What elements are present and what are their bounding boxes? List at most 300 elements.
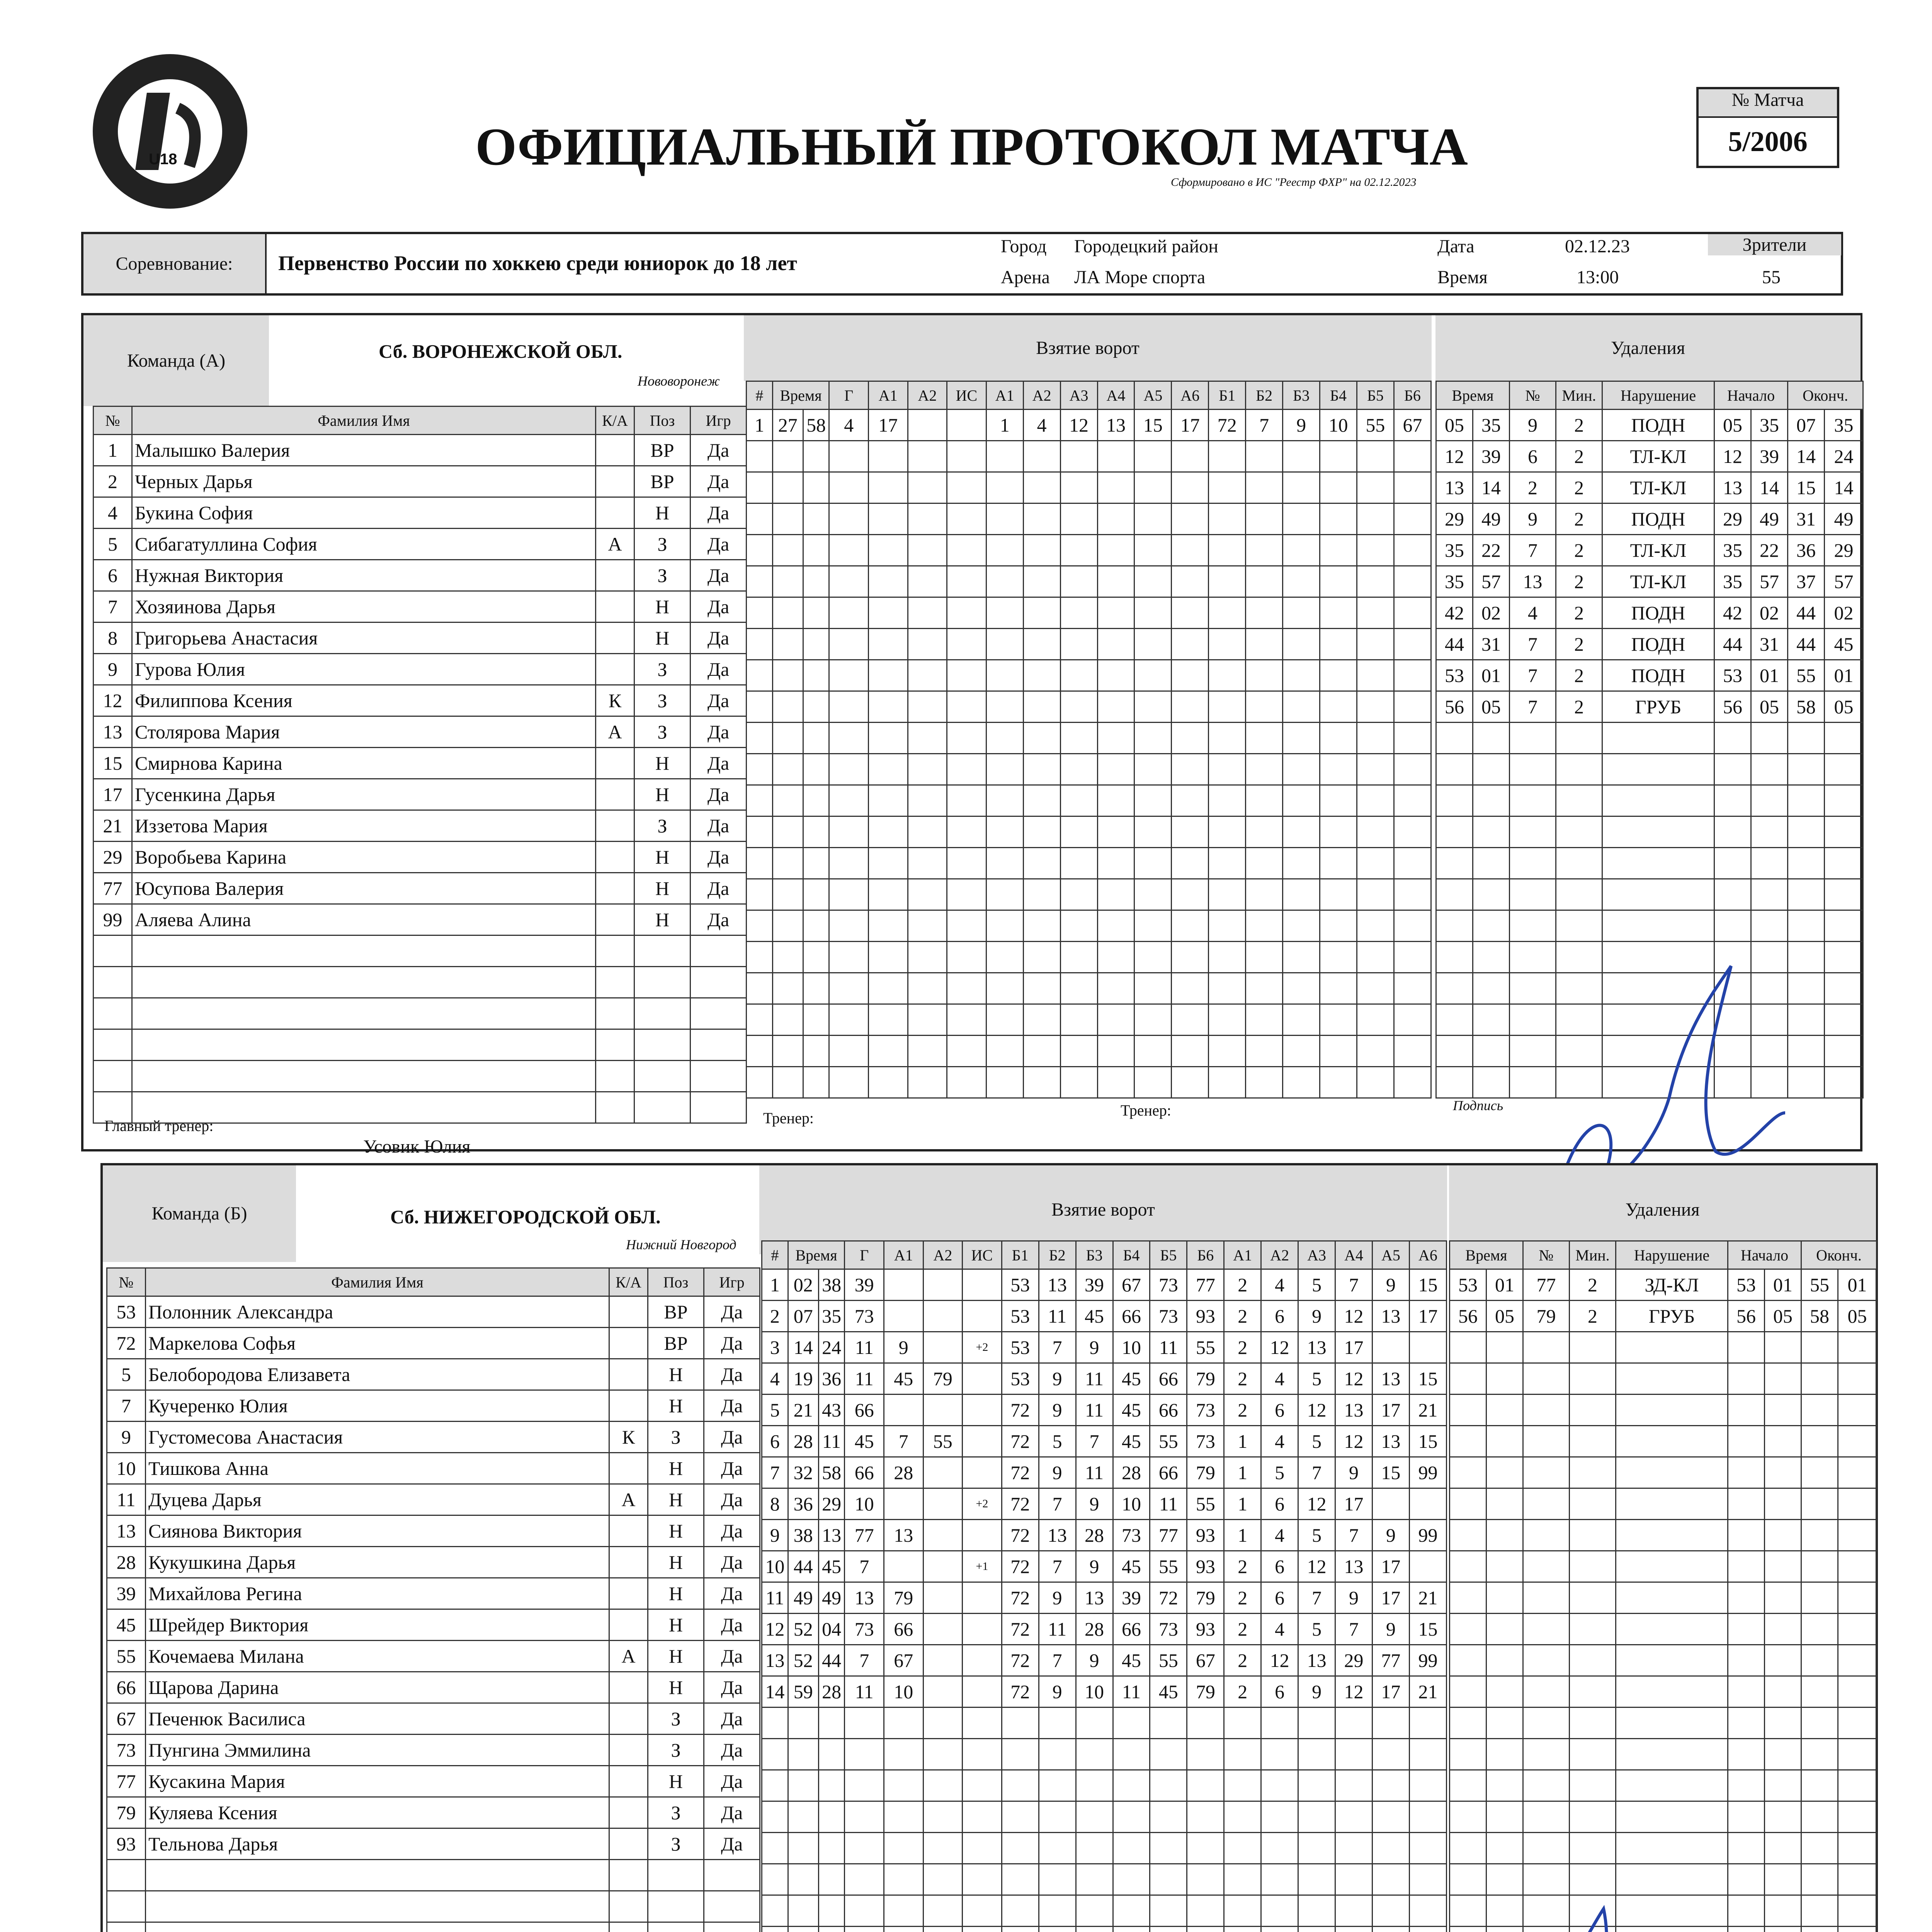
goal-cell <box>1409 1739 1446 1770</box>
penalty-cell <box>1765 1582 1801 1614</box>
goal-cell <box>1224 1895 1261 1927</box>
penalty-cell: 14 <box>1788 441 1825 472</box>
goal-cell: 12 <box>1298 1488 1335 1520</box>
goal-cell: 53 <box>1002 1363 1039 1395</box>
goal-cell <box>908 472 947 503</box>
goal-cell: 11 <box>845 1676 884 1708</box>
team-b-goals <box>761 1240 1447 1932</box>
player-row <box>107 1641 760 1672</box>
penalty-cell: 42 <box>1436 597 1473 629</box>
goal-cell <box>1113 1708 1150 1739</box>
penalty-cell <box>1801 1927 1838 1932</box>
goal-cell: 36 <box>818 1363 845 1395</box>
penalty-cell <box>1450 1895 1486 1927</box>
goal-cell <box>869 535 908 566</box>
goal-cell <box>963 1395 1002 1426</box>
penalty-row <box>1450 1582 1877 1614</box>
player-cell: З <box>634 716 690 748</box>
goal-cell <box>1023 629 1060 660</box>
column-header: А2 <box>908 381 947 410</box>
goal-cell <box>1283 1036 1320 1067</box>
goal-cell: 4 <box>762 1363 788 1395</box>
goal-cell <box>1261 1927 1298 1932</box>
penalty-cell: 05 <box>1765 1301 1801 1332</box>
goal-cell <box>747 973 773 1004</box>
penalty-cell: 01 <box>1751 660 1788 691</box>
player-cell: ВР <box>634 435 690 466</box>
column-header: Фамилия Имя <box>146 1268 609 1296</box>
goal-cell <box>1113 1895 1150 1927</box>
player-cell <box>609 1609 648 1641</box>
goal-cell <box>923 1739 963 1770</box>
goal-row <box>762 1833 1447 1864</box>
column-header: Б3 <box>1076 1241 1113 1269</box>
player-cell: Да <box>704 1422 760 1453</box>
goal-cell: 7 <box>1039 1551 1076 1582</box>
column-header: ИС <box>963 1241 1002 1269</box>
penalty-cell: 7 <box>1510 691 1556 723</box>
goal-cell: 13 <box>818 1520 845 1551</box>
goal-cell <box>963 1739 1002 1770</box>
penalty-cell <box>1838 1927 1877 1932</box>
team-a-name: Сб. ВОРОНЕЖСКОЙ ОБЛ. <box>379 340 622 362</box>
player-row <box>107 1828 760 1860</box>
goal-cell <box>869 660 908 691</box>
player-cell: Михайлова Регина <box>146 1578 609 1609</box>
goal-cell <box>1209 754 1246 785</box>
goal-cell: 4 <box>1261 1426 1298 1457</box>
penalty-cell <box>1570 1614 1616 1645</box>
goal-cell <box>845 1739 884 1770</box>
goal-cell: 17 <box>1372 1395 1409 1426</box>
player-cell: 29 <box>94 842 132 873</box>
player-cell: Да <box>690 716 747 748</box>
penalty-cell: 56 <box>1436 691 1473 723</box>
goal-cell: 5 <box>1298 1614 1335 1645</box>
penalty-cell <box>1788 1067 1825 1098</box>
goal-cell: 32 <box>788 1457 818 1488</box>
player-cell: Дуцева Дарья <box>146 1484 609 1515</box>
goal-cell <box>762 1833 788 1864</box>
goal-cell: 2 <box>1224 1301 1261 1332</box>
goal-cell: 9 <box>1372 1269 1409 1301</box>
penalty-cell <box>1838 1895 1877 1927</box>
goal-cell <box>986 973 1023 1004</box>
goal-cell <box>772 910 803 942</box>
player-cell: Да <box>690 685 747 716</box>
penalty-cell: 12 <box>1714 441 1751 472</box>
goal-cell <box>1283 723 1320 754</box>
penalty-cell <box>1825 1004 1863 1036</box>
penalty-cell <box>1801 1426 1838 1457</box>
goal-cell: 49 <box>788 1582 818 1614</box>
goal-cell <box>947 1004 986 1036</box>
goal-cell <box>803 754 829 785</box>
goal-cell: 72 <box>1002 1676 1039 1708</box>
goal-cell <box>1209 472 1246 503</box>
penalty-cell <box>1728 1895 1765 1927</box>
goal-cell: 13 <box>1039 1269 1076 1301</box>
penalty-cell: 53 <box>1436 660 1473 691</box>
penalty-cell <box>1728 1520 1765 1551</box>
goal-cell: 53 <box>1002 1269 1039 1301</box>
goal-cell <box>747 597 773 629</box>
goal-cell <box>1394 879 1431 910</box>
penalty-cell <box>1473 879 1510 910</box>
goal-cell <box>1394 535 1431 566</box>
penalty-cell <box>1728 1708 1765 1739</box>
goal-cell <box>963 1363 1002 1395</box>
player-cell <box>690 1029 747 1061</box>
player-cell: З <box>634 654 690 685</box>
goal-cell <box>1187 1739 1224 1770</box>
goal-cell <box>869 754 908 785</box>
goal-cell <box>1172 785 1209 816</box>
goal-cell <box>1372 1833 1409 1864</box>
penalty-cell <box>1450 1927 1486 1932</box>
penalty-cell: 01 <box>1765 1269 1801 1301</box>
goal-cell <box>772 848 803 879</box>
goal-cell: 21 <box>1409 1676 1446 1708</box>
goal-cell <box>818 1801 845 1833</box>
goal-cell <box>829 785 869 816</box>
goal-cell: 43 <box>818 1395 845 1426</box>
goal-cell <box>1283 973 1320 1004</box>
goal-cell <box>1335 1833 1372 1864</box>
goal-cell <box>1209 848 1246 879</box>
goal-cell: 6 <box>1261 1488 1298 1520</box>
goal-cell <box>1150 1801 1187 1833</box>
goal-cell: 1 <box>1224 1520 1261 1551</box>
penalty-cell <box>1436 879 1473 910</box>
goal-cell: 11 <box>1039 1301 1076 1332</box>
penalty-cell: 22 <box>1751 535 1788 566</box>
goal-cell <box>923 1770 963 1801</box>
player-row <box>107 1609 760 1641</box>
goal-cell <box>829 535 869 566</box>
goal-cell <box>1023 1004 1060 1036</box>
penalty-cell <box>1486 1551 1523 1582</box>
goal-cell <box>1113 1864 1150 1895</box>
goal-cell <box>1335 1708 1372 1739</box>
goal-cell <box>884 1708 923 1739</box>
goal-cell <box>747 441 773 472</box>
goal-row <box>762 1520 1447 1551</box>
penalty-cell <box>1602 785 1714 816</box>
penalty-cell <box>1436 785 1473 816</box>
penalty-cell <box>1838 1551 1877 1582</box>
goal-cell <box>1060 816 1097 848</box>
penalty-cell: 53 <box>1728 1269 1765 1301</box>
player-cell <box>609 1766 648 1797</box>
goal-cell: 28 <box>1076 1614 1113 1645</box>
column-header: Время <box>1450 1241 1523 1269</box>
player-cell: Н <box>634 622 690 654</box>
goal-cell <box>845 1927 884 1932</box>
penalty-cell: 39 <box>1473 441 1510 472</box>
goal-cell: 44 <box>788 1551 818 1582</box>
player-row <box>107 1547 760 1578</box>
goal-cell <box>1134 597 1172 629</box>
column-header: А1 <box>884 1241 923 1269</box>
goal-cell: 67 <box>1187 1645 1224 1676</box>
goal-row <box>762 1614 1447 1645</box>
goal-cell <box>1023 785 1060 816</box>
player-row <box>94 685 747 716</box>
penalty-cell: 56 <box>1714 691 1751 723</box>
goal-cell: 52 <box>788 1614 818 1645</box>
player-cell: З <box>648 1828 704 1860</box>
penalty-cell <box>1486 1739 1523 1770</box>
player-row <box>94 497 747 529</box>
goal-cell <box>869 848 908 879</box>
goal-cell <box>803 785 829 816</box>
goal-cell: 72 <box>1150 1582 1187 1614</box>
goal-cell <box>1002 1927 1039 1932</box>
player-row <box>94 591 747 622</box>
goal-cell <box>1246 566 1283 597</box>
penalty-cell: ПОДН <box>1602 410 1714 441</box>
goal-cell <box>1172 723 1209 754</box>
goal-cell: 14 <box>788 1332 818 1363</box>
goal-cell <box>1320 816 1357 848</box>
goal-cell: 28 <box>788 1426 818 1457</box>
goal-cell <box>845 1708 884 1739</box>
goal-row <box>762 1332 1447 1363</box>
goal-cell <box>1076 1801 1113 1833</box>
goal-cell <box>1409 1927 1446 1932</box>
penalty-cell <box>1825 754 1863 785</box>
goal-cell <box>829 1067 869 1098</box>
goal-cell <box>869 785 908 816</box>
goal-cell <box>803 879 829 910</box>
column-header: # <box>747 381 773 410</box>
goal-cell: 28 <box>1076 1520 1113 1551</box>
goal-cell <box>1283 848 1320 879</box>
goal-cell <box>1134 1004 1172 1036</box>
goal-cell <box>772 441 803 472</box>
penalty-cell <box>1510 973 1556 1004</box>
penalty-cell: 07 <box>1788 410 1825 441</box>
goal-cell <box>772 597 803 629</box>
penalty-row <box>1436 879 1863 910</box>
goal-cell: 9 <box>1298 1301 1335 1332</box>
penalty-cell: 44 <box>1788 629 1825 660</box>
league-logo <box>89 50 251 213</box>
goal-cell <box>1172 1036 1209 1067</box>
goal-cell: 72 <box>1002 1426 1039 1457</box>
penalty-cell: 49 <box>1473 503 1510 535</box>
penalty-cell <box>1523 1645 1570 1676</box>
goal-cell: 7 <box>1335 1614 1372 1645</box>
penalty-row <box>1450 1708 1877 1739</box>
goal-cell <box>1187 1801 1224 1833</box>
goal-cell <box>1394 848 1431 879</box>
penalty-cell <box>1556 816 1602 848</box>
goal-cell <box>747 942 773 973</box>
goal-cell <box>772 973 803 1004</box>
goal-cell <box>1320 441 1357 472</box>
player-cell: Да <box>704 1672 760 1703</box>
goal-cell <box>1357 535 1394 566</box>
goal-cell <box>963 1864 1002 1895</box>
player-cell <box>596 904 634 935</box>
goal-cell <box>1357 848 1394 879</box>
goal-cell <box>908 1067 947 1098</box>
goal-cell <box>1283 879 1320 910</box>
column-header: Б5 <box>1357 381 1394 410</box>
goal-row <box>762 1395 1447 1426</box>
penalty-row <box>1450 1301 1877 1332</box>
penalty-row <box>1450 1332 1877 1363</box>
player-cell <box>596 466 634 497</box>
penalty-cell <box>1838 1801 1877 1833</box>
goal-cell: 35 <box>818 1301 845 1332</box>
player-cell: З <box>634 560 690 591</box>
goal-cell: 9 <box>1335 1457 1372 1488</box>
goal-cell: 99 <box>1409 1457 1446 1488</box>
goal-cell <box>1372 1332 1409 1363</box>
goal-cell: 77 <box>1150 1520 1187 1551</box>
player-cell: Н <box>634 904 690 935</box>
goal-cell: 7 <box>1246 410 1283 441</box>
goal-cell <box>747 723 773 754</box>
player-cell <box>107 1922 146 1932</box>
player-cell <box>609 1296 648 1328</box>
penalty-cell <box>1616 1426 1728 1457</box>
penalty-cell <box>1616 1488 1728 1520</box>
penalty-cell: 02 <box>1825 597 1863 629</box>
goal-cell <box>747 472 773 503</box>
penalty-cell <box>1728 1864 1765 1895</box>
goal-cell: 13 <box>884 1520 923 1551</box>
penalty-cell <box>1602 848 1714 879</box>
penalty-cell <box>1838 1676 1877 1708</box>
goal-cell <box>1060 597 1097 629</box>
goal-cell <box>829 879 869 910</box>
goal-cell: 9 <box>884 1332 923 1363</box>
goal-cell <box>1357 441 1394 472</box>
goal-cell <box>923 1676 963 1708</box>
penalty-cell <box>1570 1332 1616 1363</box>
penalty-cell: 7 <box>1510 535 1556 566</box>
goal-cell: 49 <box>818 1582 845 1614</box>
goal-cell <box>1097 1036 1134 1067</box>
goal-cell <box>772 1004 803 1036</box>
goal-cell: 39 <box>845 1269 884 1301</box>
player-cell: 53 <box>107 1296 146 1328</box>
goal-cell <box>762 1895 788 1927</box>
goal-cell <box>1002 1739 1039 1770</box>
goal-cell <box>1209 660 1246 691</box>
goal-cell <box>1246 441 1283 472</box>
goal-cell <box>1209 597 1246 629</box>
goal-cell: 13 <box>1097 410 1134 441</box>
penalty-cell <box>1838 1582 1877 1614</box>
goal-row <box>747 1067 1431 1098</box>
goal-cell <box>1394 503 1431 535</box>
goal-cell <box>772 472 803 503</box>
goal-cell: 45 <box>1113 1395 1150 1426</box>
penalty-cell: 14 <box>1751 472 1788 503</box>
goal-cell <box>1187 1895 1224 1927</box>
player-cell: Хозяинова Дарья <box>132 591 596 622</box>
goal-cell <box>869 723 908 754</box>
header-row <box>762 1241 1447 1269</box>
goal-cell <box>1261 1801 1298 1833</box>
goal-cell <box>1283 535 1320 566</box>
penalty-cell <box>1473 910 1510 942</box>
penalty-cell: 2 <box>1556 597 1602 629</box>
goal-cell <box>1394 973 1431 1004</box>
goal-cell: 9 <box>1283 410 1320 441</box>
penalty-cell <box>1788 723 1825 754</box>
goal-cell <box>1076 1895 1113 1927</box>
penalty-cell: 79 <box>1523 1301 1570 1332</box>
goal-cell: 1 <box>1224 1457 1261 1488</box>
player-cell <box>596 560 634 591</box>
player-row <box>107 1515 760 1547</box>
penalty-row <box>1450 1363 1877 1395</box>
penalty-cell <box>1616 1770 1728 1801</box>
goal-cell <box>1394 472 1431 503</box>
goal-cell: 5 <box>1298 1269 1335 1301</box>
goal-cell <box>829 597 869 629</box>
goal-cell: 5 <box>1298 1363 1335 1395</box>
penalty-cell <box>1523 1457 1570 1488</box>
goal-cell <box>1335 1927 1372 1932</box>
goal-cell <box>845 1895 884 1927</box>
goal-cell <box>1298 1864 1335 1895</box>
penalty-cell <box>1728 1395 1765 1426</box>
goal-row <box>762 1676 1447 1708</box>
penalty-row <box>1436 535 1863 566</box>
goal-cell <box>762 1801 788 1833</box>
goal-cell <box>1150 1708 1187 1739</box>
player-cell: А <box>596 716 634 748</box>
player-row <box>107 1703 760 1735</box>
goal-cell <box>1039 1739 1076 1770</box>
goal-cell <box>1394 785 1431 816</box>
penalty-cell: 36 <box>1788 535 1825 566</box>
goal-cell <box>747 503 773 535</box>
goal-cell <box>1060 785 1097 816</box>
goal-row <box>747 597 1431 629</box>
player-cell: Н <box>634 779 690 810</box>
penalty-row <box>1450 1801 1877 1833</box>
penalty-cell <box>1788 973 1825 1004</box>
penalty-cell: ТЛ-КЛ <box>1602 535 1714 566</box>
penalty-cell <box>1728 1614 1765 1645</box>
player-cell <box>94 935 132 967</box>
goal-cell <box>1246 535 1283 566</box>
goal-cell <box>1097 723 1134 754</box>
goal-cell <box>747 910 773 942</box>
penalty-cell <box>1510 848 1556 879</box>
goal-cell: 12 <box>1298 1395 1335 1426</box>
column-header: А2 <box>923 1241 963 1269</box>
goal-cell: 79 <box>1187 1363 1224 1395</box>
goal-cell <box>1134 1067 1172 1098</box>
goal-cell <box>1039 1770 1076 1801</box>
goal-cell <box>947 503 986 535</box>
player-row <box>94 529 747 560</box>
goal-cell <box>1023 848 1060 879</box>
penalty-cell <box>1801 1457 1838 1488</box>
penalty-cell: 57 <box>1751 566 1788 597</box>
penalty-cell <box>1486 1614 1523 1645</box>
player-cell <box>690 998 747 1029</box>
